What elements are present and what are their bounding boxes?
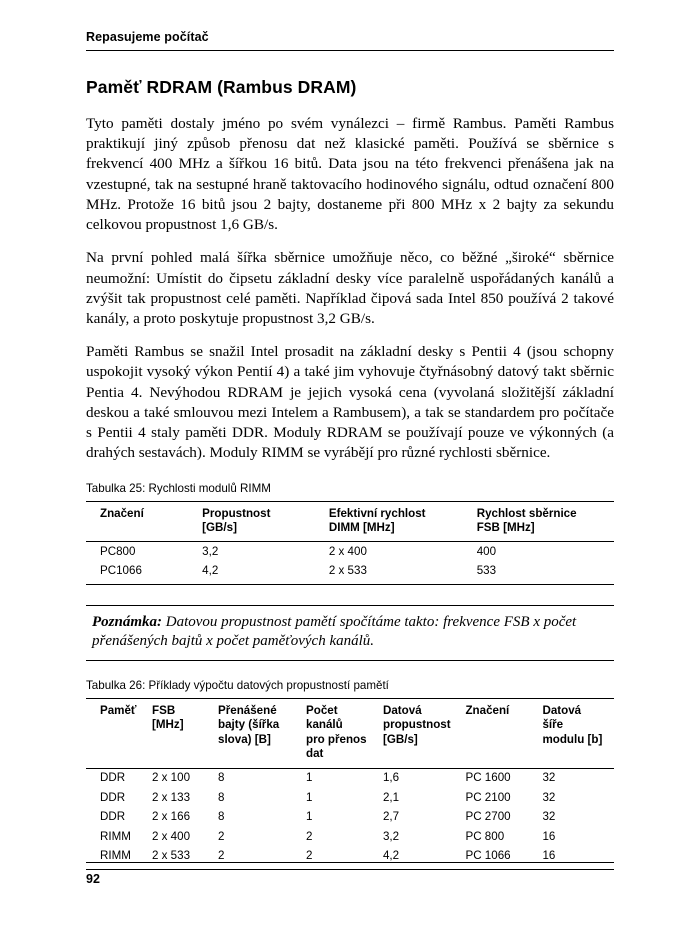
- column-header-line: FSB: [152, 703, 176, 717]
- table-cell: 2 x 400: [152, 829, 191, 843]
- column-header-line: slova) [B]: [218, 732, 271, 746]
- table-25-caption: Tabulka 25: Rychlosti modulů RIMM: [86, 481, 271, 495]
- table-cell: DDR: [100, 771, 126, 785]
- column-header-line: DIMM [MHz]: [328, 520, 395, 534]
- table-cell: 2 x 533: [152, 847, 218, 869]
- table-25: [86, 501, 614, 585]
- table-cell: 8: [218, 771, 225, 785]
- column-header-line: propustnost: [382, 718, 451, 732]
- column-header-line: modulu [b]: [542, 732, 603, 746]
- body-paragraph: Na první pohled malá šířka sběrnice umožňuje něco, co běžné „široké“ sběrnice neumožní: Umístit do čipsetu základní desky více paralelně uspořádaných kanálů a zvýšit tak propustnost celé paměti. Například čipová sada Intel 850 používá 2 takové kanály, a proto poskytuje propustnost 3,2 GB/s.: [86, 249, 614, 327]
- column-header-line: Propustnost: [202, 506, 271, 520]
- table-cell: 1,6: [382, 771, 400, 785]
- column-header: [86, 501, 202, 542]
- column-header: [383, 698, 465, 768]
- table-cell: 2,7: [382, 810, 400, 824]
- running-head: Repasujeme počítač: [86, 30, 209, 44]
- column-header-line: bajty (šířka: [218, 718, 280, 732]
- footer-divider: [86, 862, 614, 863]
- table-cell: PC 800: [465, 829, 505, 843]
- note-label: Poznámka:: [92, 613, 163, 630]
- table-cell: PC800: [100, 544, 136, 558]
- table-row: [86, 562, 614, 584]
- column-header: [202, 501, 329, 542]
- table-cell: 2: [218, 847, 306, 869]
- column-header: [465, 698, 542, 768]
- table-cell: PC 1600: [465, 771, 511, 785]
- table-cell: 533: [477, 562, 614, 584]
- table-cell: 2 x 166: [152, 810, 191, 824]
- table-row: [86, 542, 614, 562]
- column-header-line: Rychlost sběrnice: [476, 506, 577, 520]
- table-row: [86, 808, 614, 827]
- table-row: [86, 768, 614, 788]
- body-paragraph: Tyto paměti dostaly jméno po svém vynálezci – firmě Rambus. Paměti Rambus praktikují jiný způsob přenosu dat než klasické paměti. Používá se sběrnice s frekvencí 400 MHz a šířkou 16 bitů. Data jsou na této frekvenci přenášena jak na vzestupné, tak na sestupné hraně taktovacího hodinového signálu, odtud označení 800 MHz. Protože 16 bitů jsou 2 bajty, dostaneme při 800 MHz x 2 bajty za sekundu celkovou propustnost 1,6 GB/s.: [86, 115, 614, 234]
- column-header-line: Datová: [382, 703, 422, 717]
- page-content: [86, 30, 614, 870]
- page-number: 92: [86, 872, 100, 886]
- table-cell: 32: [542, 790, 556, 804]
- column-header: [306, 698, 383, 768]
- table-cell: 2 x 100: [152, 771, 191, 785]
- table-cell: 16: [542, 847, 614, 869]
- table-cell: 3,2: [382, 829, 400, 843]
- table-cell: 4,2: [202, 562, 329, 584]
- header-divider: [86, 50, 614, 51]
- column-header-line: Počet kanálů: [306, 703, 343, 732]
- column-header-line: [GB/s]: [382, 732, 418, 746]
- table-26-caption: Tabulka 26: Příklady výpočtu datových propustností pamětí: [86, 678, 389, 692]
- table-cell: DDR: [100, 810, 126, 824]
- column-header-line: FSB [MHz]: [476, 520, 535, 534]
- column-header: [477, 501, 614, 542]
- note-box: [86, 605, 614, 661]
- table-cell: RIMM: [100, 829, 131, 843]
- table-cell: 1: [306, 810, 313, 824]
- column-header: [218, 698, 306, 768]
- table-cell: 8: [218, 790, 225, 804]
- table-header-row: [86, 501, 614, 542]
- table-cell: 2: [218, 829, 225, 843]
- table-26: [86, 698, 614, 870]
- table-cell: DDR: [100, 790, 126, 804]
- column-header: [542, 698, 614, 768]
- column-header-line: [MHz]: [152, 718, 184, 732]
- column-header-line: Přenášené: [218, 703, 277, 717]
- column-header: [152, 698, 218, 768]
- table-cell: 2: [306, 847, 383, 869]
- table-cell: PC 1066: [465, 847, 542, 869]
- table-cell: 8: [218, 810, 225, 824]
- table-cell: RIMM: [86, 847, 152, 869]
- body-paragraph: Paměti Rambus se snažil Intel prosadit na základní desky s Pentii 4 (jsou schopny uspokojit vysoký výkon Pentií 4) a také jim vyhovuje čtyřnásobný datový takt sběrnic Pentia 4. Nevýhodou RDRAM je jejich vysoká cena (vyvolaná složitější základní deskou a také smlouvou mezi Intelem a Rambusem), a tak se standardem pro počítače s Pentii 4 staly paměti DDR. Moduly RDRAM se používají pouze ve výkonných (a drahých sestavách). Moduly RIMM se vyrábějí pro různé rychlosti sběrnice.: [86, 343, 614, 462]
- table-row: [86, 847, 614, 869]
- column-header-line: [GB/s]: [202, 520, 237, 534]
- table-cell: 2 x 133: [152, 790, 191, 804]
- table-cell: PC 2700: [465, 810, 511, 824]
- column-header: [86, 698, 152, 768]
- column-header-line: Paměť: [100, 703, 137, 717]
- table-cell: 32: [542, 771, 556, 785]
- column-header-line: Značení: [100, 506, 144, 520]
- column-header-line: pro přenos: [306, 732, 367, 746]
- column-header-line: Datová: [542, 703, 582, 717]
- table-cell: PC 2100: [465, 790, 511, 804]
- table-cell: 3,2: [202, 544, 219, 558]
- table-cell: 4,2: [383, 847, 465, 869]
- column-header: [329, 501, 477, 542]
- table-cell: 2 x 400: [328, 544, 367, 558]
- column-header-line: dat: [306, 747, 324, 761]
- column-header-line: šíře: [542, 718, 564, 732]
- table-row: [86, 827, 614, 846]
- table-cell: 2: [306, 829, 313, 843]
- page-title: Paměť RDRAM (Rambus DRAM): [86, 77, 357, 97]
- table-cell: 1: [306, 790, 313, 804]
- table-cell: PC1066: [86, 562, 202, 584]
- table-cell: 32: [542, 810, 556, 824]
- column-header-line: Značení: [465, 703, 510, 717]
- table-cell: 16: [542, 829, 556, 843]
- table-header-row: [86, 698, 614, 768]
- table-cell: 2,1: [382, 790, 400, 804]
- column-header-line: Efektivní rychlost: [328, 506, 426, 520]
- table-cell: 1: [306, 771, 313, 785]
- table-row: [86, 788, 614, 807]
- table-cell: 2 x 533: [329, 562, 477, 584]
- note-text: Datovou propustnost pamětí spočítáme takto: frekvence FSB x počet přenášených bajtů x počet paměťových kanálů.: [92, 613, 577, 650]
- table-cell: 400: [476, 544, 497, 558]
